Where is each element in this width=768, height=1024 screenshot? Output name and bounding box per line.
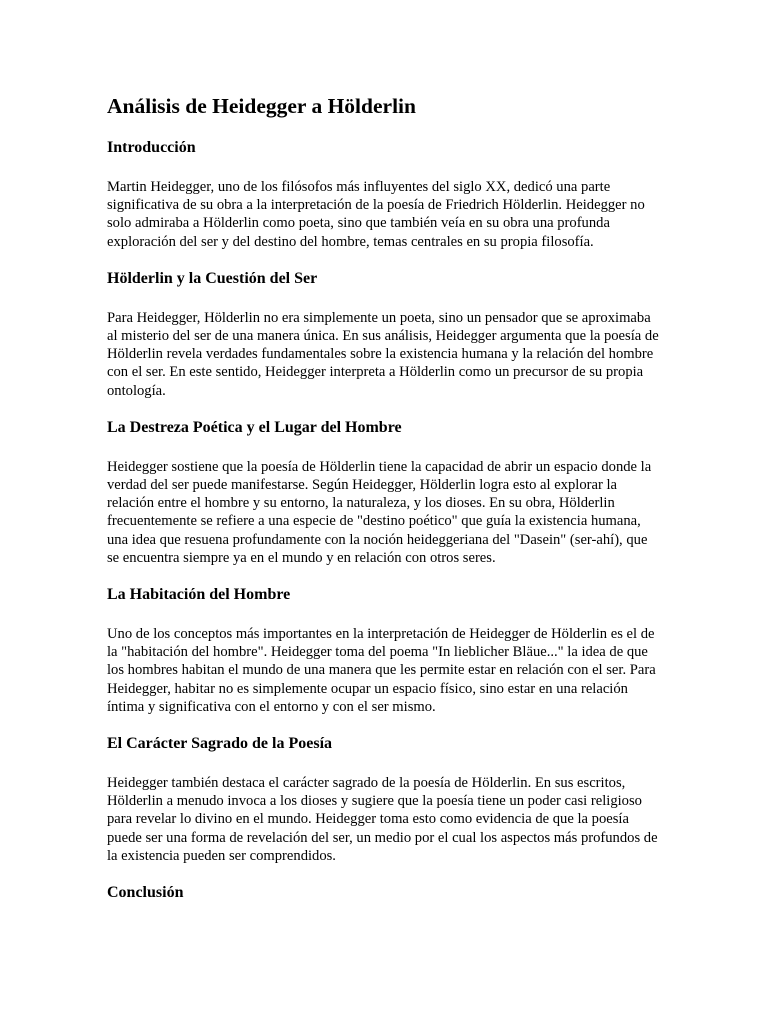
section-heading-habitacion-del-hombre: La Habitación del Hombre xyxy=(107,586,291,604)
document-title: Análisis de Heidegger a Hölderlin xyxy=(107,94,416,118)
section-body-cuestion-del-ser: Para Heidegger, Hölderlin no era simplemente un poeta, sino un pensador que se aproximaba al misterio del ser de una manera única. En sus análisis, Heidegger argumenta que la poesía de Hölderlin revela verdades fundamentales sobre la existencia humana y la relación del hombre con el ser. En este sentido, Heidegger interpreta a Hölderlin como un precursor de su propia ontología. xyxy=(107,309,659,399)
section-body-caracter-sagrado: Heidegger también destaca el carácter sagrado de la poesía de Hölderlin. En sus escritos, Hölderlin a menudo invoca a los dioses y sugiere que la poesía tiene un poder casi religioso para revelar lo divino en el mundo. Heidegger toma esto como evidencia de que la poesía puede ser una forma de revelación del ser, un medio por el cual los aspectos más profundos de la existencia pueden ser comprendidos. xyxy=(107,775,658,864)
section-heading-caracter-sagrado: El Carácter Sagrado de la Poesía xyxy=(107,735,333,753)
section-body-habitacion-del-hombre: Uno de los conceptos más importantes en la interpretación de Heidegger de Hölderlin es el de la "habitación del hombre". Heidegger toma del poema "In lieblicher Bläue..." la idea de que los hombres habitan el mundo de una manera que les permite estar en relación con el ser. Para Heidegger, habitar no es simplemente ocupar un espacio físico, sino estar en una relación íntima y significativa con el entorno y con el ser mismo. xyxy=(107,626,656,715)
section-heading-conclusion: Conclusión xyxy=(107,884,184,902)
section-body-destreza-poetica: Heidegger sostiene que la poesía de Hölderlin tiene la capacidad de abrir un espacio donde la verdad del ser puede manifestarse. Según Heidegger, Hölderlin logra esto al explorar la relación entre el hombre y su entorno, la naturaleza, y los dioses. En su obra, Hölderlin frecuentemente se refiere a una especie de "destino poético" que guía la existencia humana, una idea que resuena profundamente con la noción heideggeriana del "Dasein" (ser-ahí), que se encuentra siempre ya en el mundo y en relación con otros seres. xyxy=(107,458,652,566)
section-heading-introduccion: Introducción xyxy=(107,139,196,156)
section-heading-destreza-poetica: La Destreza Poética y el Lugar del Hombre xyxy=(107,418,402,436)
document-page xyxy=(107,92,662,905)
section-heading-cuestion-del-ser: Hölderlin y la Cuestión del Ser xyxy=(107,269,318,287)
section-body-introduccion: Martin Heidegger, uno de los filósofos más influyentes del siglo XX, dedicó una parte significativa de su obra a la interpretación de la poesía de Friedrich Hölderlin. Heidegger no solo admiraba a Hölderlin como poeta, sino que también veía en su obra una profunda exploración del ser y del destino del hombre, temas centrales en su propia filosofía. xyxy=(107,179,645,250)
